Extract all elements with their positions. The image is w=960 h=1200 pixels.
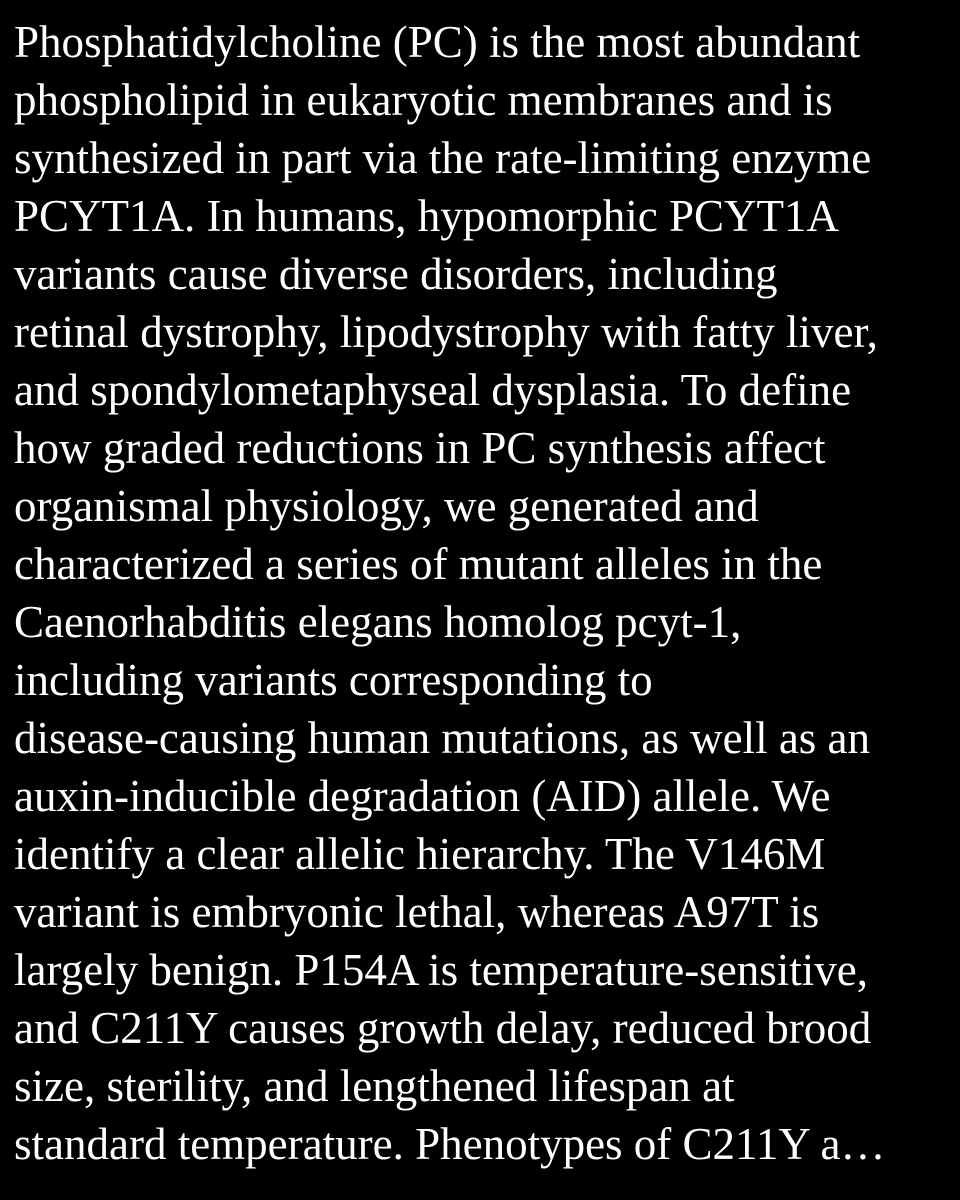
abstract-line: including variants corresponding to — [14, 655, 653, 705]
abstract-line: disease-causing human mutations, as well as an — [14, 713, 871, 763]
abstract-line: synthesized in part via the rate-limiting enzyme — [14, 133, 872, 183]
abstract-line: largely benign. P154A is temperature-sensitive, — [14, 945, 868, 995]
abstract-line: size, sterility, and lengthened lifespan at — [14, 1061, 735, 1111]
abstract-line: phospholipid in eukaryotic membranes and is — [14, 75, 833, 125]
abstract-line: and C211Y causes growth delay, reduced brood — [14, 1003, 872, 1053]
abstract-line: standard temperature. Phenotypes of C211Y a… — [14, 1119, 886, 1169]
abstract-line: variants cause diverse disorders, including — [14, 249, 778, 299]
abstract-line: variant is embryonic lethal, whereas A97T is — [14, 887, 820, 937]
abstract-line: Caenorhabditis elegans homolog pcyt-1, — [14, 597, 742, 647]
abstract-line: characterized a series of mutant alleles in the — [14, 539, 823, 589]
abstract-line: PCYT1A. In humans, hypomorphic PCYT1A — [14, 191, 839, 241]
abstract-line: and spondylometaphyseal dysplasia. To define — [14, 365, 852, 415]
abstract-line: Phosphatidylcholine (PC) is the most abundant — [14, 17, 861, 67]
abstract-line: retinal dystrophy, lipodystrophy with fatty liver, — [14, 307, 878, 357]
abstract-line: organismal physiology, we generated and — [14, 481, 759, 531]
abstract-line: identify a clear allelic hierarchy. The V146M — [14, 829, 826, 879]
abstract-line: auxin-inducible degradation (AID) allele. We — [14, 771, 831, 821]
abstract-line: how graded reductions in PC synthesis affect — [14, 423, 826, 473]
abstract-text-block — [14, 13, 960, 1173]
